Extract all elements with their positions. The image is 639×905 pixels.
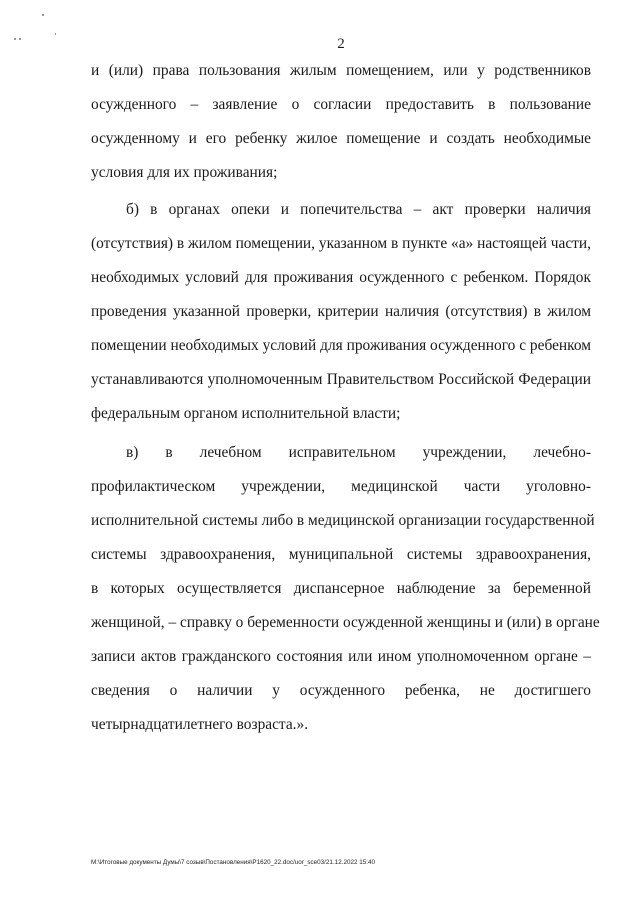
text-line: условия для их проживания; (91, 164, 278, 181)
text-line: осужденному и его ребенку жилое помещение и создать необходимые (91, 130, 591, 147)
text-line: четырнадцатилетнего возраста.». (91, 716, 309, 733)
text-line: и (или) права пользования жилым помещением, или у родственников (91, 62, 591, 79)
text-line: необходимых условий для проживания осужденного с ребенком. Порядок (91, 269, 591, 286)
text-line: в) в лечебном исправительном учреждении, лечебно- (126, 444, 591, 461)
text-line: исполнительной системы либо в медицинской организации государственной (91, 512, 595, 529)
text-line: (отсутствия) в жилом помещении, указанном в пункте «а» настоящей части, (91, 235, 591, 252)
text-line: помещении необходимых условий для проживания осужденного с ребенком (91, 337, 591, 354)
text-line: осужденного – заявление о согласии предоставить в пользование (91, 96, 591, 113)
text-line: устанавливаются уполномоченным Правительством Российской Федерации (91, 371, 591, 388)
scan-speck (42, 14, 44, 16)
text-line: проведения указанной проверки, критерии наличия (отсутствия) в жилом (91, 303, 591, 320)
text-line: б) в органах опеки и попечительства – акт проверки наличия (126, 201, 591, 218)
scan-speck (14, 38, 16, 40)
footer-file-path: M:\Итоговые документы Думы\7 созыв\Постановления\P1620_22.doc/uor_sce03/21.12.2022 15:40 (91, 859, 375, 866)
text-line: системы здравоохранения, муниципальной системы здравоохранения, (91, 546, 591, 563)
text-line: федеральным органом исполнительной власти; (91, 405, 401, 422)
text-line: сведения о наличии у осужденного ребенка, не достигшего (91, 682, 591, 699)
scan-speck (19, 38, 21, 40)
page-number: 2 (337, 36, 345, 52)
scan-speck (55, 33, 56, 35)
text-line: в которых осуществляется диспансерное наблюдение за беременной (91, 580, 591, 597)
text-line: записи актов гражданского состояния или ином уполномоченном органе – (91, 648, 591, 665)
text-line: профилактическом учреждении, медицинской части уголовно- (91, 478, 591, 495)
text-line: женщиной, – справку о беременности осужденной женщины и (или) в органе (91, 614, 600, 631)
